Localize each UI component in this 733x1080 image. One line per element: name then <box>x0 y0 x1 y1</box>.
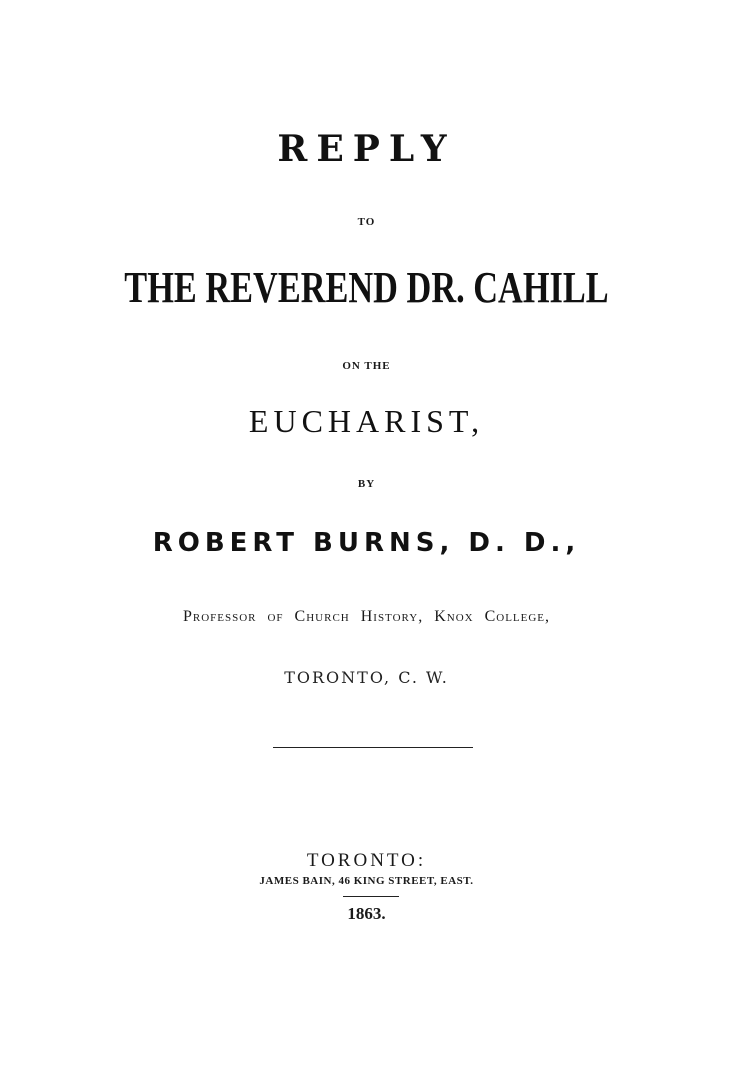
connector-on-the: ON THE <box>342 360 391 372</box>
publication-year: 1863. <box>347 904 386 923</box>
divider-rule <box>273 747 473 748</box>
main-title: THE REVEREND DR. CAHILL <box>124 263 609 312</box>
connector-to: TO <box>357 216 376 228</box>
author-location: TORONTO, C. W. <box>284 668 449 687</box>
title-reply: REPLY <box>277 128 456 170</box>
imprint-city: TORONTO: <box>306 850 427 871</box>
author-name: ROBERT BURNS, D. D., <box>152 528 581 558</box>
connector-by: BY <box>357 478 376 490</box>
publisher-line: JAMES BAIN, 46 KING STREET, EAST. <box>259 875 474 887</box>
subject-title: EUCHARIST, <box>248 403 485 439</box>
imprint-rule <box>343 896 399 897</box>
author-position: Professor of Church History, Knox College, <box>182 608 551 625</box>
